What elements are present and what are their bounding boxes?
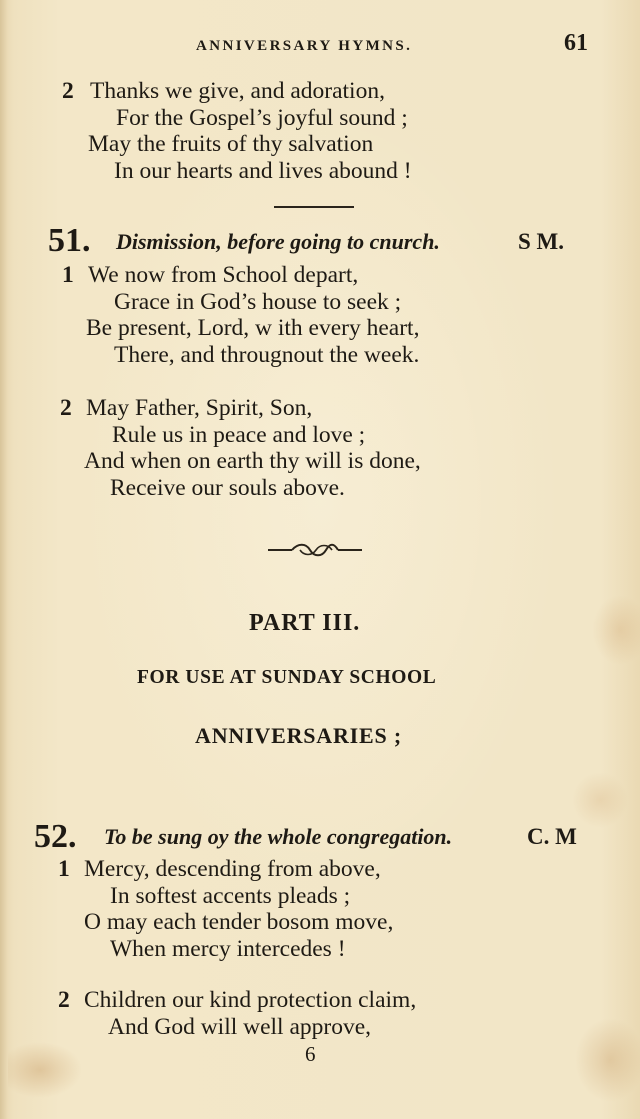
hymn-number: 52. bbox=[34, 818, 77, 855]
verse-line: Grace in God’s house to seek ; bbox=[114, 289, 402, 315]
page-number: 61 bbox=[564, 30, 588, 56]
verse-line: And when on earth thy will is done, bbox=[84, 448, 421, 474]
verse-line: Rule us in peace and love ; bbox=[112, 422, 366, 448]
verse-line: In our hearts and lives abound ! bbox=[114, 158, 412, 184]
verse-line: Be present, Lord, w ith every heart, bbox=[86, 315, 420, 341]
stanza-number: 2 bbox=[58, 987, 70, 1013]
verse-line: In softest accents pleads ; bbox=[110, 883, 351, 909]
verse-line: May Father, Spirit, Son, bbox=[86, 395, 313, 421]
verse-line: We now from School depart, bbox=[88, 262, 359, 288]
hymn-number: 51. bbox=[48, 222, 91, 259]
running-title: ANNIVERSARY HYMNS. bbox=[196, 38, 413, 54]
ornament-divider bbox=[268, 540, 362, 560]
verse-line: For the Gospel’s joyful sound ; bbox=[116, 105, 408, 131]
stanza-number: 1 bbox=[62, 262, 74, 288]
section-divider bbox=[274, 206, 354, 208]
verse-line: And God will well approve, bbox=[108, 1014, 372, 1040]
part-subheading: FOR USE AT SUNDAY SCHOOL bbox=[137, 667, 437, 688]
verse-line: O may each tender bosom move, bbox=[84, 909, 394, 935]
verse-line: Receive our souls above. bbox=[110, 475, 345, 501]
hymn-title: Dismission, before going to cnurch. bbox=[116, 229, 440, 254]
hymn-title: To be sung oy the whole congregation. bbox=[104, 824, 453, 849]
part-heading: PART III. bbox=[249, 610, 361, 636]
verse-line: When mercy intercedes ! bbox=[110, 936, 346, 962]
verse-line: Mercy, descending from above, bbox=[84, 856, 381, 882]
verse-line: May the fruits of thy salvation bbox=[88, 131, 374, 157]
hymn-meter: S M. bbox=[518, 229, 564, 254]
stanza-number: 2 bbox=[60, 395, 72, 421]
verse-line: There, and througnout the week. bbox=[114, 342, 420, 368]
verse-line: Children our kind protection claim, bbox=[84, 987, 417, 1013]
stanza-number: 2 bbox=[62, 78, 74, 104]
verse-line: Thanks we give, and adoration, bbox=[90, 78, 385, 104]
part-subheading: ANNIVERSARIES ; bbox=[195, 723, 402, 748]
page-gutter bbox=[0, 0, 8, 1119]
stanza-number: 1 bbox=[58, 856, 70, 882]
signature-mark: 6 bbox=[305, 1042, 316, 1066]
hymn-meter: C. M bbox=[527, 824, 577, 849]
